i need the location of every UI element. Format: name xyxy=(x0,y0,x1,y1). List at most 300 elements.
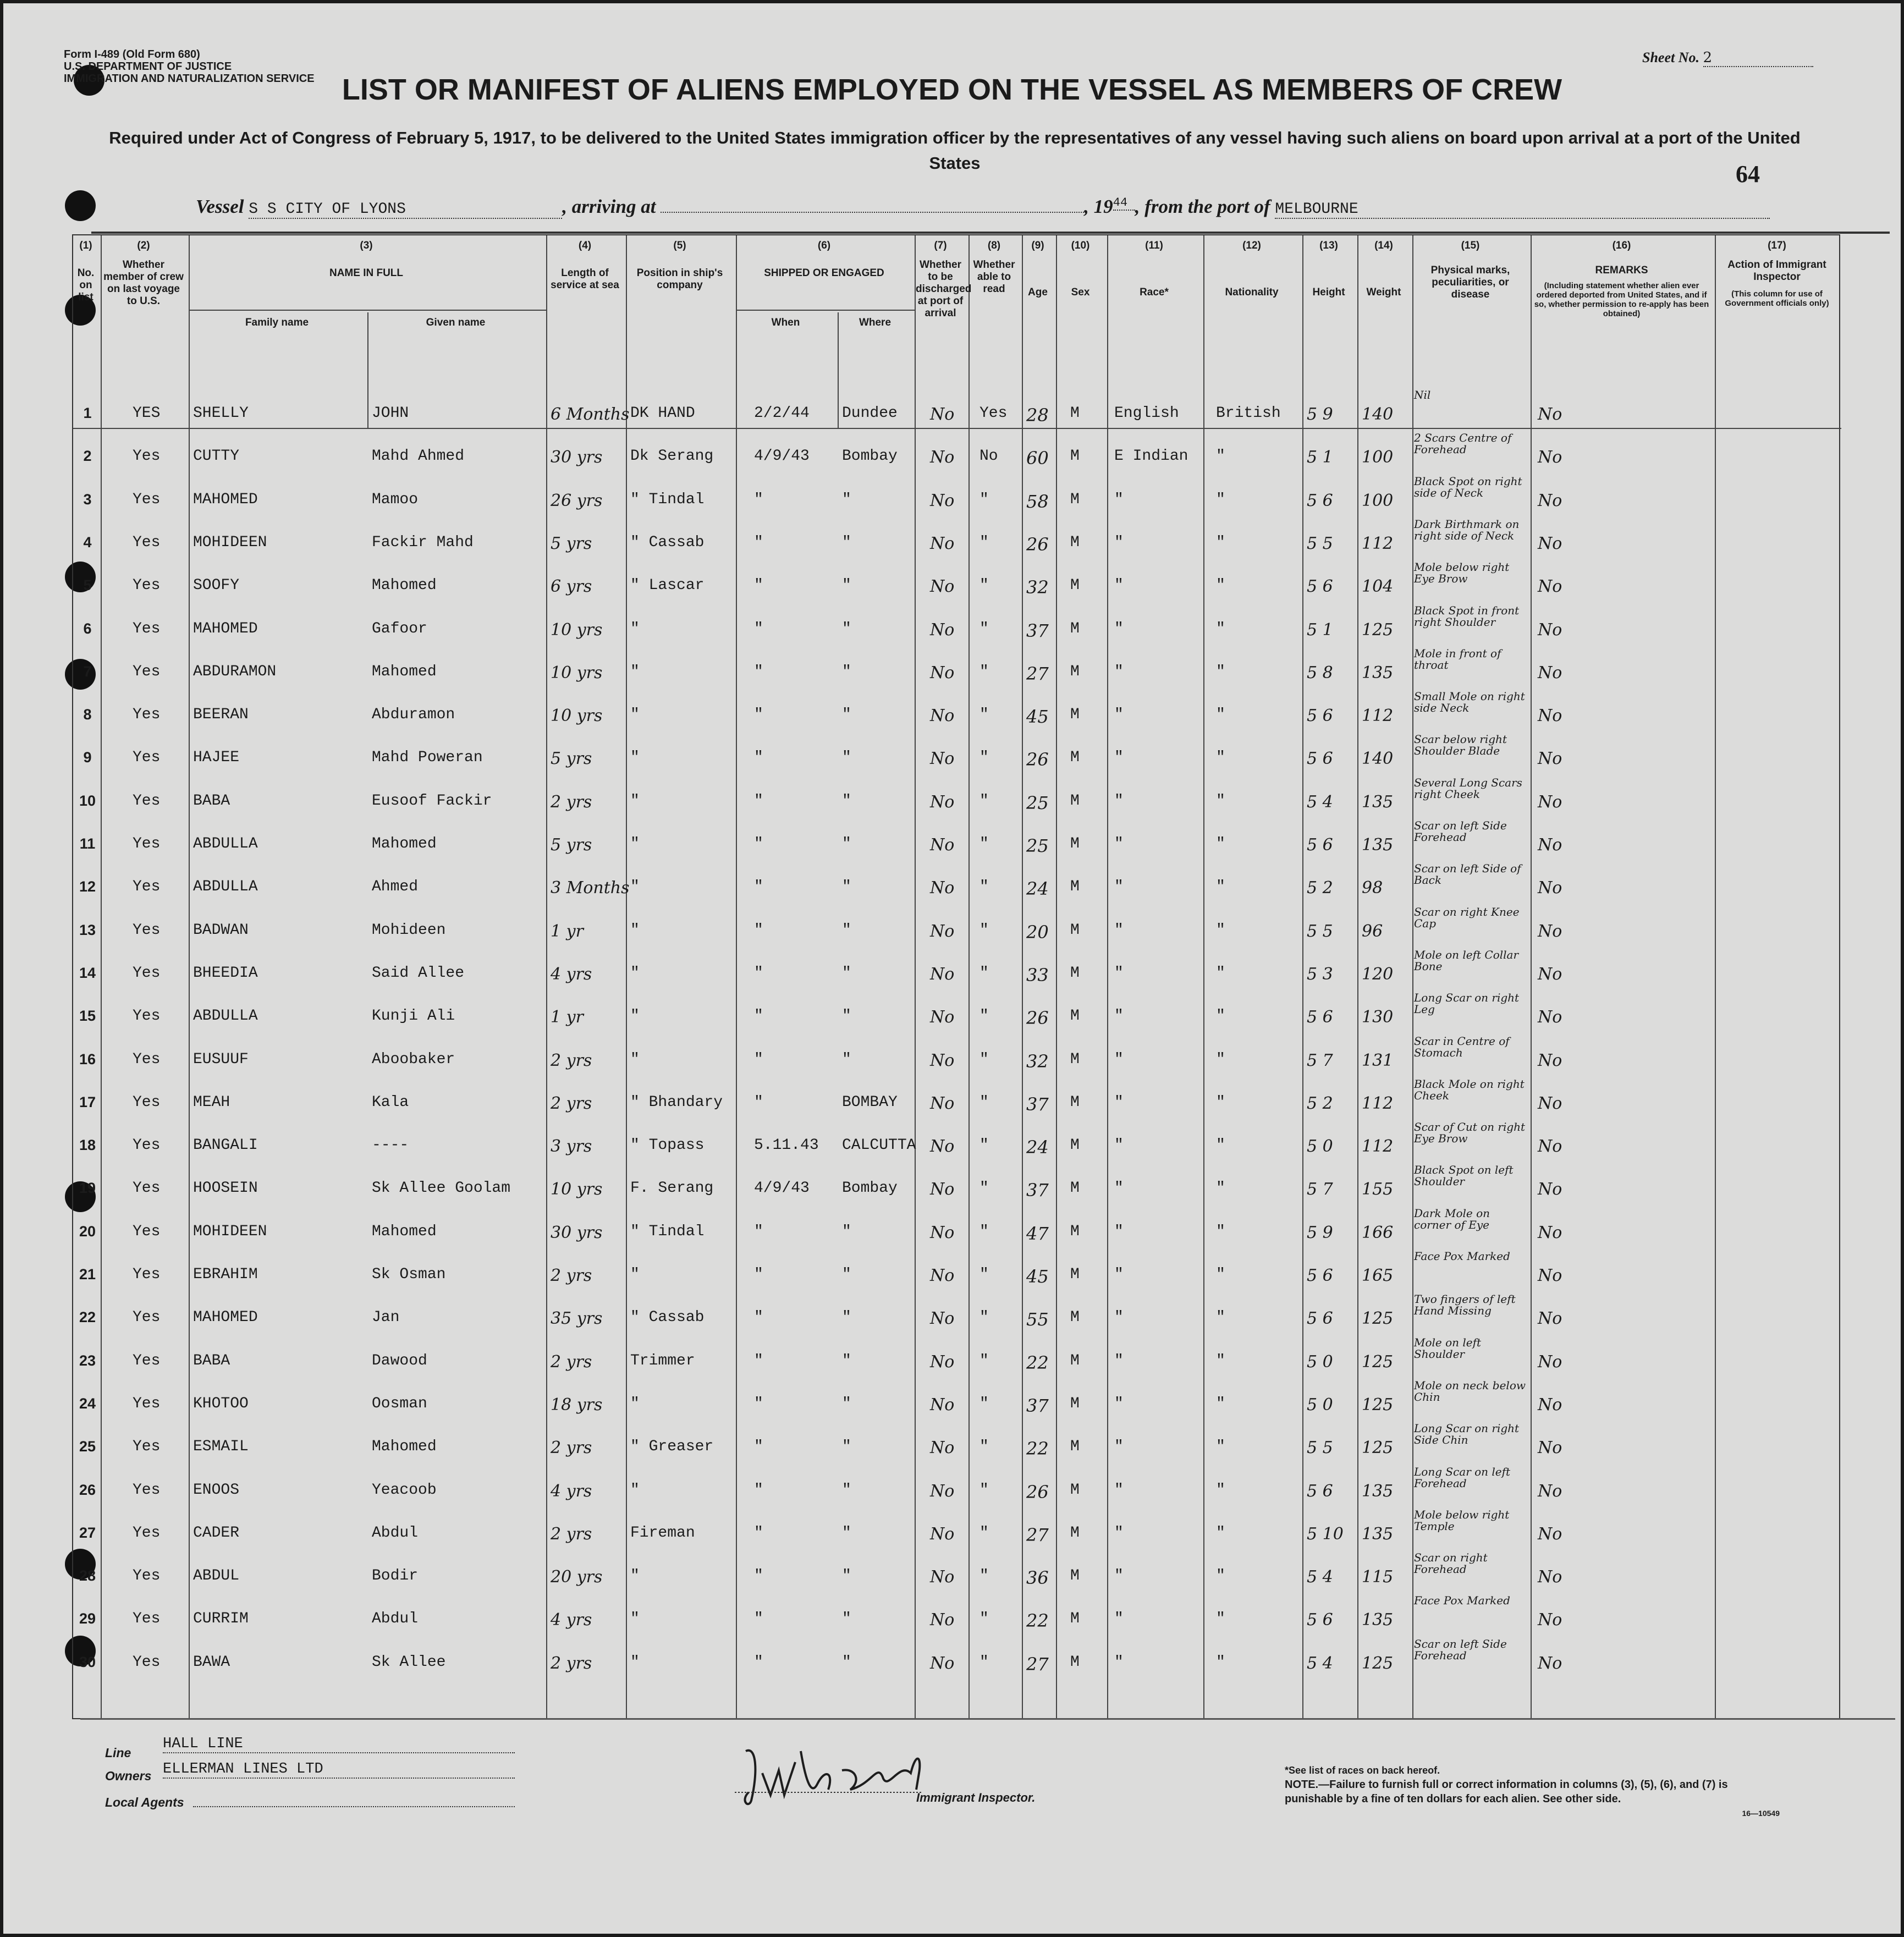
cell-read: " xyxy=(979,1093,989,1111)
cell-marks: Small Mole on right side Neck xyxy=(1414,690,1525,715)
cell-no: 7 xyxy=(83,663,92,680)
cell-sex: M xyxy=(1070,1050,1080,1068)
cell-nationality: " xyxy=(1216,1610,1225,1628)
cell-service: 10 yrs xyxy=(551,620,603,640)
cell-where: " xyxy=(842,835,851,852)
cell-weight: 104 xyxy=(1362,577,1394,597)
cell-prev: Yes xyxy=(133,706,161,724)
cell-prev: Yes xyxy=(133,1567,161,1585)
department-name: U.S. DEPARTMENT OF JUSTICE xyxy=(64,60,232,73)
cell-no: 4 xyxy=(83,533,92,551)
cell-race: " xyxy=(1114,533,1124,551)
cell-nationality: " xyxy=(1216,620,1225,637)
cell-no: 11 xyxy=(79,835,96,852)
cell-prev: Yes xyxy=(133,1395,161,1412)
cell-age: 37 xyxy=(1026,1395,1049,1416)
cell-weight: 120 xyxy=(1362,964,1394,984)
cell-when: " xyxy=(754,1481,763,1499)
cell-sex: M xyxy=(1070,1093,1080,1111)
cell-discharged: No xyxy=(930,1481,955,1501)
cell-where: Dundee xyxy=(842,405,898,422)
cell-service: 2 yrs xyxy=(551,1266,592,1285)
cell-marks: Scar below right Shoulder Blade xyxy=(1414,733,1507,758)
cell-height: 5 0 xyxy=(1307,1395,1333,1415)
cell-family: MEAH xyxy=(193,1093,230,1111)
cell-when: " xyxy=(754,1093,763,1111)
cell-where: " xyxy=(842,1653,851,1671)
cell-marks: Several Long Scars right Cheek xyxy=(1414,775,1522,801)
cell-no: 15 xyxy=(79,1008,96,1025)
cell-given: Fackir Mahd xyxy=(372,533,474,551)
vessel-label: Vessel xyxy=(196,196,244,217)
cell-nationality: " xyxy=(1216,1050,1225,1068)
cell-race: " xyxy=(1114,663,1124,680)
cell-marks: Mole below right Eye Brow xyxy=(1414,560,1510,586)
cell-when: " xyxy=(754,1266,763,1283)
cell-remarks: No xyxy=(1538,878,1562,898)
column-number: (8) xyxy=(987,240,1001,251)
cell-weight: 100 xyxy=(1362,448,1394,467)
cell-where: " xyxy=(842,749,851,767)
cell-position: " Bhandary xyxy=(630,1093,723,1111)
cell-family: MAHOMED xyxy=(193,491,258,508)
cell-marks: Scar on left Side Forehead xyxy=(1414,819,1507,844)
cell-remarks: No xyxy=(1538,1653,1562,1673)
subcolumn-header: (Including statement whether alien ever ordered deported from United States, and if so, whether permission to re-apply has been obtained) xyxy=(1534,281,1709,318)
cell-when: " xyxy=(754,1352,763,1369)
cell-sex: M xyxy=(1070,1266,1080,1283)
year-label: , 19 xyxy=(1084,196,1113,217)
cell-remarks: No xyxy=(1538,1395,1562,1415)
column-number: (3) xyxy=(360,240,373,251)
cell-remarks: No xyxy=(1538,1008,1562,1027)
cell-service: 2 yrs xyxy=(551,1093,592,1113)
cell-sex: M xyxy=(1070,706,1080,724)
cell-marks: Nil xyxy=(1414,388,1431,401)
cell-service: 1 yr xyxy=(551,1008,584,1027)
page-title: LIST OR MANIFEST OF ALIENS EMPLOYED ON THE VESSEL AS MEMBERS OF CREW xyxy=(342,73,1562,106)
cell-service: 20 yrs xyxy=(551,1567,603,1587)
cell-height: 5 6 xyxy=(1307,706,1333,726)
cell-family: ABDURAMON xyxy=(193,663,277,680)
cell-height: 5 6 xyxy=(1307,1610,1333,1630)
cell-remarks: No xyxy=(1538,1438,1562,1458)
cell-race: " xyxy=(1114,577,1124,595)
cell-marks: Dark Birthmark on right side of Neck xyxy=(1414,517,1520,542)
column-number: (5) xyxy=(673,240,686,251)
column-header: Action of Immigrant Inspector xyxy=(1727,259,1826,283)
cell-height: 5 0 xyxy=(1307,1352,1333,1372)
cell-sex: M xyxy=(1070,878,1080,896)
cell-age: 47 xyxy=(1026,1223,1049,1244)
cell-position: " xyxy=(630,620,640,637)
cell-prev: Yes xyxy=(133,835,161,852)
cell-race: " xyxy=(1114,1481,1124,1499)
cell-weight: 112 xyxy=(1362,1137,1394,1157)
cell-no: 21 xyxy=(79,1266,96,1283)
cell-nationality: " xyxy=(1216,1008,1225,1025)
cell-weight: 112 xyxy=(1362,1093,1394,1113)
cell-nationality: " xyxy=(1216,706,1225,724)
cell-when: " xyxy=(754,1395,763,1412)
cell-race: " xyxy=(1114,1266,1124,1283)
column-header: Whether able to read xyxy=(973,259,1015,295)
cell-discharged: No xyxy=(930,1050,955,1070)
cell-given: Sk Allee Goolam xyxy=(372,1180,511,1197)
cell-given: Mahomed xyxy=(372,1438,437,1456)
cell-no: 12 xyxy=(79,878,96,895)
cell-given: Kala xyxy=(372,1093,409,1111)
cell-prev: Yes xyxy=(133,1610,161,1628)
cell-sex: M xyxy=(1070,1352,1080,1369)
cell-given: Mahd Ahmed xyxy=(372,448,465,465)
cell-service: 6 yrs xyxy=(551,577,592,597)
cell-sex: M xyxy=(1070,1309,1080,1327)
cell-where: " xyxy=(842,491,851,508)
column-number: (13) xyxy=(1319,240,1338,251)
cell-remarks: No xyxy=(1538,533,1562,553)
cell-service: 6 Months xyxy=(551,405,630,424)
cell-family: ABDULLA xyxy=(193,1008,258,1025)
cell-nationality: " xyxy=(1216,1481,1225,1499)
column-number: (9) xyxy=(1031,240,1044,251)
cell-marks: Mole on neck below Chin xyxy=(1414,1378,1526,1404)
cell-race: " xyxy=(1114,878,1124,896)
cell-prev: Yes xyxy=(133,448,161,465)
cell-when: " xyxy=(754,1223,763,1240)
cell-read: " xyxy=(979,1438,989,1456)
cell-race: E Indian xyxy=(1114,448,1188,465)
cell-read: " xyxy=(979,620,989,637)
cell-no: 23 xyxy=(79,1352,96,1369)
cell-family: MOHIDEEN xyxy=(193,1223,267,1240)
cell-where: " xyxy=(842,706,851,724)
cell-when: " xyxy=(754,1050,763,1068)
cell-height: 5 2 xyxy=(1307,878,1333,898)
cell-when: " xyxy=(754,663,763,680)
cell-race: " xyxy=(1114,1180,1124,1197)
cell-sex: M xyxy=(1070,749,1080,767)
cell-where: " xyxy=(842,577,851,595)
cell-sex: M xyxy=(1070,620,1080,637)
cell-discharged: No xyxy=(930,1567,955,1587)
cell-family: CUTTY xyxy=(193,448,240,465)
cell-nationality: " xyxy=(1216,878,1225,896)
cell-given: Dawood xyxy=(372,1352,427,1369)
cell-weight: 125 xyxy=(1362,1653,1394,1673)
cell-race: " xyxy=(1114,1653,1124,1671)
cell-position: DK HAND xyxy=(630,405,695,422)
column-header: Age xyxy=(1028,287,1048,298)
cell-marks: Mole on left Shoulder xyxy=(1414,1335,1482,1361)
cell-service: 2 yrs xyxy=(551,1653,592,1673)
crew-table xyxy=(72,234,1840,1719)
cell-family: ABDULLA xyxy=(193,835,258,852)
cell-service: 18 yrs xyxy=(551,1395,603,1415)
cell-read: " xyxy=(979,1352,989,1369)
column-number: (12) xyxy=(1242,240,1261,251)
cell-prev: Yes xyxy=(133,921,161,939)
cell-race: " xyxy=(1114,1093,1124,1111)
cell-position: " xyxy=(630,1610,640,1628)
cell-where: " xyxy=(842,1438,851,1456)
cell-weight: 125 xyxy=(1362,620,1394,640)
cell-where: " xyxy=(842,964,851,982)
cell-race: " xyxy=(1114,491,1124,508)
cell-no: 1 xyxy=(83,405,92,421)
cell-read: " xyxy=(979,749,989,767)
cell-remarks: No xyxy=(1538,620,1562,640)
cell-age: 24 xyxy=(1026,878,1049,900)
cell-marks: Black Spot in front right Shoulder xyxy=(1414,603,1520,629)
cell-given: Aboobaker xyxy=(372,1050,455,1068)
cell-age: 27 xyxy=(1026,1653,1049,1675)
cell-prev: YES xyxy=(133,405,161,422)
cell-prev: Yes xyxy=(133,620,161,637)
cell-position: Trimmer xyxy=(630,1352,695,1369)
cell-discharged: No xyxy=(930,1223,955,1242)
cell-sex: M xyxy=(1070,1137,1080,1154)
cell-when: " xyxy=(754,835,763,852)
cell-given: Sk Allee xyxy=(372,1653,446,1671)
cell-read: " xyxy=(979,1137,989,1154)
cell-prev: Yes xyxy=(133,491,161,508)
cell-read: " xyxy=(979,878,989,896)
cell-where: " xyxy=(842,1610,851,1628)
service-name: IMMIGRATION AND NATURALIZATION SERVICE xyxy=(64,73,315,85)
cell-height: 5 6 xyxy=(1307,835,1333,855)
cell-marks: Face Pox Marked xyxy=(1414,1594,1510,1608)
cell-discharged: No xyxy=(930,1309,955,1329)
cell-prev: Yes xyxy=(133,533,161,551)
cell-read: " xyxy=(979,1309,989,1327)
cell-marks: Scar on left Side Forehead xyxy=(1414,1637,1507,1662)
cell-discharged: No xyxy=(930,1610,955,1630)
cell-position: F. Serang xyxy=(630,1180,714,1197)
cell-position: " xyxy=(630,878,640,896)
cell-position: " xyxy=(630,1008,640,1025)
cell-height: 5 6 xyxy=(1307,1008,1333,1027)
cell-position: " Greaser xyxy=(630,1438,714,1456)
cell-service: 10 yrs xyxy=(551,663,603,683)
cell-race: " xyxy=(1114,964,1124,982)
cell-height: 5 7 xyxy=(1307,1050,1333,1070)
cell-nationality: " xyxy=(1216,1180,1225,1197)
cell-nationality: " xyxy=(1216,964,1225,982)
cell-weight: 135 xyxy=(1362,835,1394,855)
cell-race: " xyxy=(1114,792,1124,810)
cell-race: " xyxy=(1114,1395,1124,1412)
cell-marks: Scar on right Forehead xyxy=(1414,1551,1488,1576)
cell-weight: 135 xyxy=(1362,663,1394,683)
cell-position: " Cassab xyxy=(630,1309,705,1327)
cell-age: 25 xyxy=(1026,792,1049,813)
cell-age: 58 xyxy=(1026,491,1049,512)
cell-height: 5 5 xyxy=(1307,1438,1333,1458)
cell-height: 5 4 xyxy=(1307,1567,1333,1587)
cell-prev: Yes xyxy=(133,1352,161,1369)
cell-read: " xyxy=(979,533,989,551)
cell-when: " xyxy=(754,749,763,767)
cell-discharged: No xyxy=(930,706,955,726)
page-number: 64 xyxy=(1736,161,1760,188)
cell-age: 32 xyxy=(1026,577,1049,598)
cell-where: " xyxy=(842,792,851,810)
cell-sex: M xyxy=(1070,1438,1080,1456)
cell-nationality: " xyxy=(1216,1309,1225,1327)
cell-read: " xyxy=(979,1223,989,1240)
cell-read: " xyxy=(979,663,989,680)
cell-when: 4/9/43 xyxy=(754,1180,810,1197)
cell-family: HAJEE xyxy=(193,749,240,767)
cell-sex: M xyxy=(1070,1653,1080,1671)
owners-value: ELLERMAN LINES LTD xyxy=(163,1761,515,1779)
cell-position: " Tindal xyxy=(630,491,705,508)
cell-when: " xyxy=(754,491,763,508)
cell-height: 5 3 xyxy=(1307,964,1333,984)
cell-position: " xyxy=(630,1050,640,1068)
cell-prev: Yes xyxy=(133,878,161,896)
column-number: (11) xyxy=(1145,240,1163,251)
cell-nationality: " xyxy=(1216,1093,1225,1111)
cell-service: 30 yrs xyxy=(551,1223,603,1242)
cell-marks: 2 Scars Centre of Forehead xyxy=(1414,431,1512,456)
cell-read: " xyxy=(979,1481,989,1499)
cell-when: " xyxy=(754,878,763,896)
cell-position: " xyxy=(630,921,640,939)
column-header: Weight xyxy=(1366,287,1401,298)
cell-weight: 125 xyxy=(1362,1395,1394,1415)
cell-given: Mamoo xyxy=(372,491,419,508)
cell-no: 26 xyxy=(79,1481,96,1498)
column-header: No. on list xyxy=(77,267,95,303)
cell-height: 5 9 xyxy=(1307,1223,1333,1242)
cell-nationality: " xyxy=(1216,749,1225,767)
cell-marks: Scar in Centre of Stomach xyxy=(1414,1034,1510,1059)
cell-sex: M xyxy=(1070,1395,1080,1412)
form-number: Form I-489 (Old Form 680) xyxy=(64,48,200,60)
cell-nationality: " xyxy=(1216,792,1225,810)
cell-service: 2 yrs xyxy=(551,1352,592,1372)
cell-where: " xyxy=(842,1352,851,1369)
column-number: (10) xyxy=(1071,240,1090,251)
cell-where: CALCUTTA xyxy=(842,1137,916,1154)
cell-weight: 135 xyxy=(1362,792,1394,812)
cell-height: 5 6 xyxy=(1307,577,1333,597)
cell-where: " xyxy=(842,1050,851,1068)
cell-height: 5 6 xyxy=(1307,1481,1333,1501)
cell-race: " xyxy=(1114,749,1124,767)
cell-nationality: " xyxy=(1216,491,1225,508)
cell-sex: M xyxy=(1070,448,1080,465)
cell-remarks: No xyxy=(1538,1050,1562,1070)
header-rule xyxy=(91,232,1890,234)
cell-discharged: No xyxy=(930,878,955,898)
cell-when: " xyxy=(754,1309,763,1327)
cell-no: 24 xyxy=(79,1395,96,1412)
cell-when: " xyxy=(754,1653,763,1671)
cell-nationality: " xyxy=(1216,448,1225,465)
cell-race: " xyxy=(1114,1050,1124,1068)
cell-family: BADWAN xyxy=(193,921,249,939)
year-value: 44 xyxy=(1113,196,1135,211)
cell-given: ---- xyxy=(372,1137,409,1154)
cell-nationality: " xyxy=(1216,533,1225,551)
cell-read: " xyxy=(979,1567,989,1585)
cell-where: BOMBAY xyxy=(842,1093,898,1111)
vessel-name: S S CITY OF LYONS xyxy=(249,201,562,219)
cell-height: 5 6 xyxy=(1307,1309,1333,1329)
cell-when: " xyxy=(754,1008,763,1025)
cell-nationality: " xyxy=(1216,1567,1225,1585)
cell-given: Mohideen xyxy=(372,921,446,939)
cell-service: 30 yrs xyxy=(551,448,603,467)
cell-race: English xyxy=(1114,405,1179,422)
column-number: (14) xyxy=(1374,240,1393,251)
cell-age: 26 xyxy=(1026,533,1049,555)
cell-where: " xyxy=(842,1395,851,1412)
cell-service: 4 yrs xyxy=(551,1481,592,1501)
cell-prev: Yes xyxy=(133,1309,161,1327)
cell-no: 5 xyxy=(83,577,92,594)
cell-sex: M xyxy=(1070,577,1080,595)
cell-sex: M xyxy=(1070,1524,1080,1542)
immigrant-inspector-label: Immigrant Inspector. xyxy=(916,1791,1036,1804)
manifest-sheet xyxy=(3,3,1901,1934)
owners-label: Owners xyxy=(105,1769,152,1783)
column-header: Nationality xyxy=(1225,287,1279,298)
cell-remarks: No xyxy=(1538,921,1562,941)
cell-no: 10 xyxy=(79,792,96,809)
cell-service: 2 yrs xyxy=(551,1524,592,1544)
cell-marks: Scar on right Knee Cap xyxy=(1414,905,1520,930)
cell-nationality: " xyxy=(1216,1438,1225,1456)
cell-read: " xyxy=(979,1610,989,1628)
punch-hole xyxy=(65,190,96,221)
cell-remarks: No xyxy=(1538,491,1562,510)
cell-height: 5 4 xyxy=(1307,1653,1333,1673)
cell-family: MOHIDEEN xyxy=(193,533,267,551)
cell-race: " xyxy=(1114,1438,1124,1456)
cell-nationality: " xyxy=(1216,835,1225,852)
cell-race: " xyxy=(1114,1352,1124,1369)
cell-sex: M xyxy=(1070,921,1080,939)
cell-marks: Dark Mole on corner of Eye xyxy=(1414,1206,1490,1231)
cell-read: " xyxy=(979,577,989,595)
cell-position: " Topass xyxy=(630,1137,705,1154)
cell-prev: Yes xyxy=(133,749,161,767)
cell-prev: Yes xyxy=(133,1438,161,1456)
cell-position: " Lascar xyxy=(630,577,705,595)
cell-where: " xyxy=(842,1567,851,1585)
cell-when: 4/9/43 xyxy=(754,448,810,465)
cell-service: 5 yrs xyxy=(551,749,592,769)
cell-sex: M xyxy=(1070,792,1080,810)
column-number: (17) xyxy=(1768,240,1786,251)
cell-prev: Yes xyxy=(133,1223,161,1240)
cell-nationality: " xyxy=(1216,1395,1225,1412)
cell-height: 5 6 xyxy=(1307,749,1333,769)
cell-family: EBRAHIM xyxy=(193,1266,258,1283)
cell-position: " xyxy=(630,792,640,810)
cell-race: " xyxy=(1114,1223,1124,1240)
cell-remarks: No xyxy=(1538,1567,1562,1587)
column-header: Physical marks, peculiarities, or disease xyxy=(1430,265,1510,300)
cell-service: 1 yr xyxy=(551,921,584,941)
cell-discharged: No xyxy=(930,405,955,424)
cell-age: 25 xyxy=(1026,835,1049,856)
cell-weight: 135 xyxy=(1362,1524,1394,1544)
